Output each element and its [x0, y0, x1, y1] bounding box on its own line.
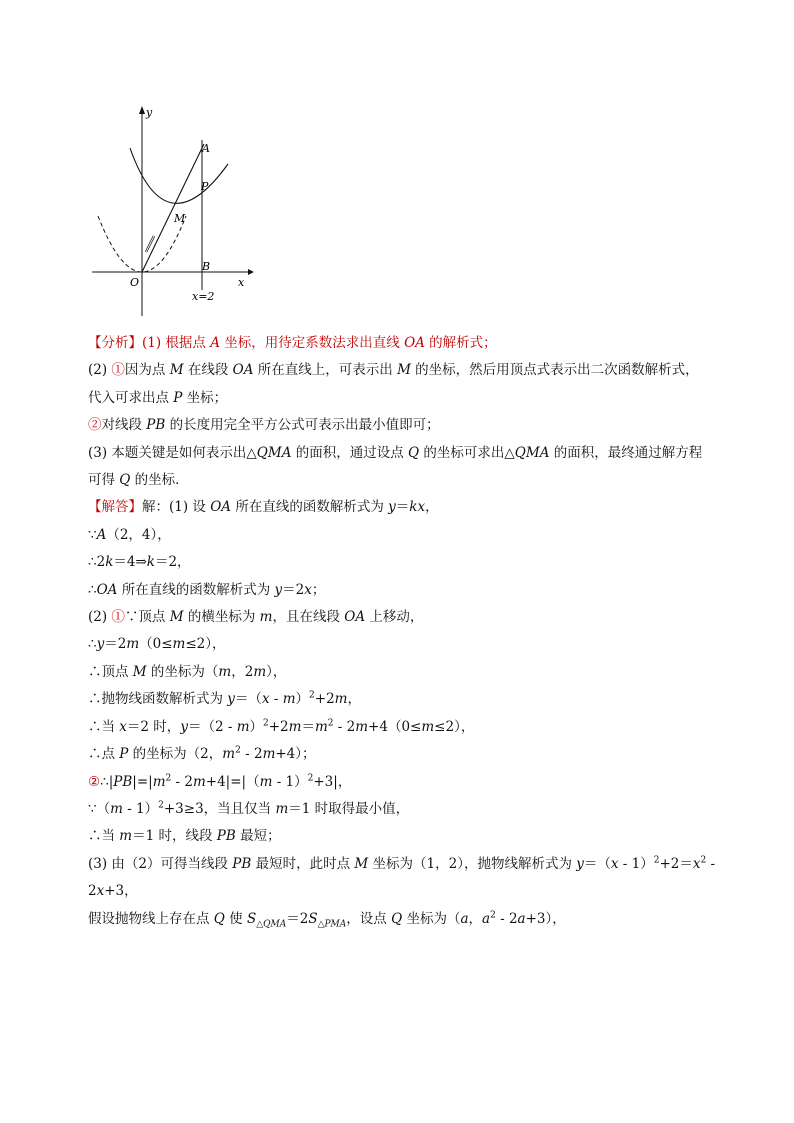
- text-run: Q: [213, 910, 225, 927]
- text-run: QMA: [514, 444, 550, 461]
- text-line: [88, 714, 728, 741]
- text-line: [88, 357, 728, 384]
- text-run: 坐标，用待定系数法求出直线: [219, 335, 405, 351]
- label-x-eq-2: x=2: [192, 290, 215, 303]
- text-run: +3|，: [313, 773, 352, 790]
- text-run: - 1）: [618, 855, 654, 872]
- text-run: ，且在线段: [272, 609, 345, 626]
- text-run: 2: [700, 855, 707, 866]
- text-run: 的面积，最终通过解方程: [549, 444, 703, 461]
- text-run: ∵: [88, 526, 97, 543]
- text-run: 2: [165, 773, 172, 783]
- text-run: m: [126, 636, 140, 653]
- text-run: ∴|: [100, 773, 114, 790]
- text-run: |=|: [132, 773, 153, 790]
- text-run: m: [282, 691, 296, 708]
- text-run: ＝: [301, 718, 315, 735]
- text-run: -: [269, 691, 283, 708]
- text-run: - 1）: [272, 773, 308, 790]
- text-run: (1) 根据点: [142, 335, 211, 351]
- geometry-figure: [88, 100, 258, 320]
- text-run: m: [262, 746, 276, 763]
- text-run: ＝2，: [154, 554, 191, 571]
- text-run: m: [119, 828, 133, 845]
- text-line: [88, 604, 728, 631]
- text-run: m: [222, 746, 236, 763]
- text-line: [88, 851, 728, 878]
- text-run: - 2: [495, 910, 518, 927]
- text-run: m: [334, 691, 348, 708]
- text-run: ＝1 时，线段: [132, 828, 217, 845]
- text-run: ＝（: [234, 691, 262, 708]
- text-run: 【解答】: [88, 499, 142, 516]
- text-run: k: [105, 554, 114, 571]
- text-run: P: [119, 746, 129, 763]
- text-run: M: [169, 609, 184, 626]
- text-run: m: [355, 718, 369, 735]
- text-run: - 2: [171, 773, 193, 790]
- x-axis-arrow-icon: [248, 269, 254, 275]
- text-run: (3) 由（2）可得当线段: [88, 855, 233, 872]
- text-run: ①: [111, 362, 125, 379]
- text-run: m: [259, 773, 273, 790]
- text-run: M: [169, 362, 184, 379]
- text-line: [88, 631, 728, 658]
- text-run: ②: [88, 773, 101, 790]
- text-run: OA: [404, 335, 425, 351]
- text-run: ＝2: [104, 636, 127, 653]
- text-run: OA: [210, 499, 232, 516]
- text-run: ＝1 时取得最小值，: [288, 800, 410, 817]
- text-run: m: [314, 718, 328, 735]
- text-run: 的坐标可求出△: [419, 444, 515, 461]
- text-run: 最短时，此时点: [251, 855, 355, 872]
- text-run: 2: [309, 690, 315, 701]
- text-line: [88, 741, 728, 768]
- text-run: 解：(1) 设: [142, 499, 211, 516]
- text-run: 2: [327, 718, 334, 729]
- text-run: y: [274, 581, 283, 598]
- text-run: 所在直线的函数解析式为: [117, 581, 275, 598]
- text-run: m: [110, 800, 123, 817]
- text-run: m: [275, 800, 289, 817]
- text-run: OA: [232, 362, 254, 379]
- text-run: △PMA: [317, 919, 347, 930]
- text-run: +3），: [525, 910, 566, 927]
- label-p: P: [201, 180, 209, 193]
- text-run: a: [517, 910, 526, 927]
- text-run: 坐标；: [182, 389, 228, 406]
- text-run: M: [132, 663, 147, 680]
- text-run: (2): [88, 609, 112, 626]
- text-run: OA: [344, 609, 366, 626]
- text-run: PB: [146, 417, 166, 434]
- text-run: ＝2: [286, 910, 309, 927]
- text-line: [88, 467, 728, 494]
- text-run: x: [692, 855, 701, 872]
- text-line: [88, 686, 728, 713]
- text-run: 2: [307, 773, 314, 783]
- text-run: +4|=|（: [205, 773, 260, 790]
- text-run: ）: [295, 691, 310, 708]
- text-run: 坐标为（1，2），抛物线解析式为: [368, 855, 577, 872]
- text-run: ），: [266, 663, 287, 680]
- text-run: PB: [216, 828, 236, 845]
- text-run: 的坐标，然后用顶点式表示出二次函数解析式，: [410, 362, 699, 379]
- text-run: PB: [113, 773, 133, 790]
- text-run: 2: [490, 910, 496, 921]
- text-line: [88, 878, 728, 905]
- text-run: y: [576, 855, 584, 872]
- text-run: kx: [409, 499, 426, 516]
- text-line: [88, 549, 728, 576]
- text-run: m: [152, 773, 166, 790]
- text-run: ，: [347, 691, 361, 708]
- text-run: - 2: [333, 718, 356, 735]
- text-run: +3≥3，当且仅当: [163, 800, 276, 817]
- text-run: +4（0≤: [368, 718, 422, 735]
- text-run: x: [304, 581, 312, 598]
- text-run: ≤2），: [185, 636, 226, 653]
- label-b: B: [202, 260, 211, 273]
- text-run: ，2: [231, 663, 254, 680]
- text-run: m: [218, 663, 232, 680]
- text-run: ＝: [395, 499, 410, 516]
- text-run: 所在直线上，可表示出: [253, 362, 398, 379]
- text-run: m: [421, 718, 435, 735]
- y-axis-arrow-icon: [139, 106, 145, 114]
- text-run: y: [96, 636, 105, 653]
- text-run: 2: [263, 718, 269, 729]
- text-run: ∵顶点: [124, 609, 170, 626]
- text-run: S: [246, 910, 257, 927]
- text-run: x: [261, 691, 270, 708]
- text-line: [88, 577, 728, 604]
- text-run: 对线段: [101, 417, 147, 434]
- text-run: ∵（: [88, 800, 111, 817]
- text-run: ∴点: [88, 746, 120, 763]
- text-run: 使: [224, 910, 247, 927]
- label-a: A: [202, 142, 210, 155]
- text-run: 【分析】: [88, 335, 142, 351]
- text-line: [88, 823, 728, 850]
- text-run: ①: [111, 609, 125, 626]
- text-run: - 1）: [122, 800, 159, 817]
- text-run: 坐标为（: [402, 910, 461, 927]
- text-run: y: [180, 718, 188, 735]
- text-run: x: [610, 855, 619, 872]
- text-line: [88, 494, 728, 521]
- text-run: ＝（2 -: [187, 718, 237, 735]
- text-run: ＝2 时，: [126, 718, 181, 735]
- text-run: +2: [314, 691, 335, 708]
- text-run: 可得: [88, 472, 120, 489]
- text-run: a: [482, 910, 491, 927]
- text-line: [88, 330, 728, 357]
- text-line: [88, 659, 728, 686]
- text-run: 最短；: [235, 828, 281, 845]
- text-run: ②: [88, 417, 102, 434]
- text-run: m: [259, 609, 273, 626]
- text-run: m: [253, 663, 267, 680]
- text-run: m: [236, 718, 250, 735]
- text-run: Q: [119, 472, 131, 489]
- text-run: M: [397, 362, 411, 379]
- text-run: PB: [232, 855, 252, 872]
- text-run: a: [460, 910, 469, 927]
- label-m: M: [174, 212, 186, 225]
- text-run: x: [119, 718, 127, 735]
- text-run: 的长度用完全平方公式可表示出最小值即可；: [165, 417, 440, 434]
- text-run: 的坐标．: [130, 472, 189, 489]
- text-run: M: [354, 855, 369, 872]
- text-run: ，: [468, 910, 483, 927]
- text-line: [88, 385, 728, 412]
- text-run: 假设抛物线上存在点: [88, 910, 214, 927]
- text-run: （2，4），: [106, 526, 171, 543]
- text-run: y: [227, 691, 235, 708]
- label-x: x: [238, 276, 245, 289]
- text-run: ）: [249, 718, 263, 735]
- text-run: ；: [311, 581, 326, 598]
- text-run: 的解析式；: [424, 335, 497, 351]
- text-run: 的坐标为（2，: [128, 746, 223, 763]
- line-oa: [142, 144, 204, 272]
- text-run: 在线段: [183, 362, 233, 379]
- text-run: Q: [391, 910, 403, 927]
- text-run: m: [288, 718, 302, 735]
- text-run: △QMA: [256, 919, 287, 930]
- text-run: OA: [96, 581, 118, 598]
- text-run: （0≤: [139, 636, 173, 653]
- text-run: ∴当: [88, 828, 120, 845]
- text-run: x: [96, 883, 105, 900]
- text-run: ＝2: [282, 581, 305, 598]
- text-run: ∴: [88, 581, 97, 598]
- text-run: 因为点: [124, 362, 170, 379]
- text-run: -: [706, 855, 716, 872]
- text-run: 2: [88, 883, 97, 900]
- text-run: y: [388, 499, 396, 516]
- text-run: 2: [235, 745, 241, 756]
- text-run: ∴2: [88, 554, 106, 571]
- text-run: +2＝: [659, 855, 693, 872]
- text-run: ∴抛物线函数解析式为: [88, 691, 228, 708]
- text-run: A: [210, 335, 220, 351]
- text-run: A: [96, 526, 107, 543]
- text-line: [88, 769, 728, 796]
- text-run: 代入可求出点: [88, 389, 174, 406]
- text-run: ∴顶点: [88, 663, 133, 680]
- text-run: (2): [88, 362, 112, 379]
- text-run: m: [192, 773, 206, 790]
- text-run: 2: [158, 800, 164, 811]
- text-run: 的面积，通过设点: [291, 444, 409, 461]
- text-run: 2: [653, 855, 660, 866]
- text-run: S: [308, 910, 318, 927]
- text-run: +3，: [104, 883, 138, 900]
- text-run: ≤2），: [434, 718, 475, 735]
- text-run: 的坐标为（: [146, 663, 219, 680]
- text-run: (3) 本题关键是如何表示出△: [88, 444, 257, 461]
- text-run: ，设点: [346, 910, 392, 927]
- text-run: ，: [425, 499, 439, 516]
- text-run: +4）；: [275, 746, 316, 763]
- text-line: [88, 522, 728, 549]
- text-line: [88, 412, 728, 439]
- text-run: ∴当: [88, 718, 120, 735]
- text-run: Q: [408, 444, 420, 461]
- text-run: - 2: [240, 746, 263, 763]
- text-run: ＝（: [583, 855, 611, 872]
- text-run: m: [172, 636, 186, 653]
- text-run: k: [146, 554, 155, 571]
- text-line: [88, 796, 728, 823]
- text-run: 的横坐标为: [183, 609, 260, 626]
- text-run: ＝4⇒: [113, 554, 147, 571]
- solution-text: [88, 330, 728, 933]
- text-run: ∴: [88, 636, 97, 653]
- label-o: O: [130, 276, 140, 289]
- text-run: 所在直线的函数解析式为: [231, 499, 389, 516]
- text-run: P: [173, 389, 183, 406]
- text-run: QMA: [256, 444, 292, 461]
- text-run: +2: [268, 718, 289, 735]
- text-line: [88, 440, 728, 467]
- text-line: [88, 906, 728, 933]
- text-run: 上移动，: [365, 609, 424, 626]
- label-y: y: [146, 106, 153, 119]
